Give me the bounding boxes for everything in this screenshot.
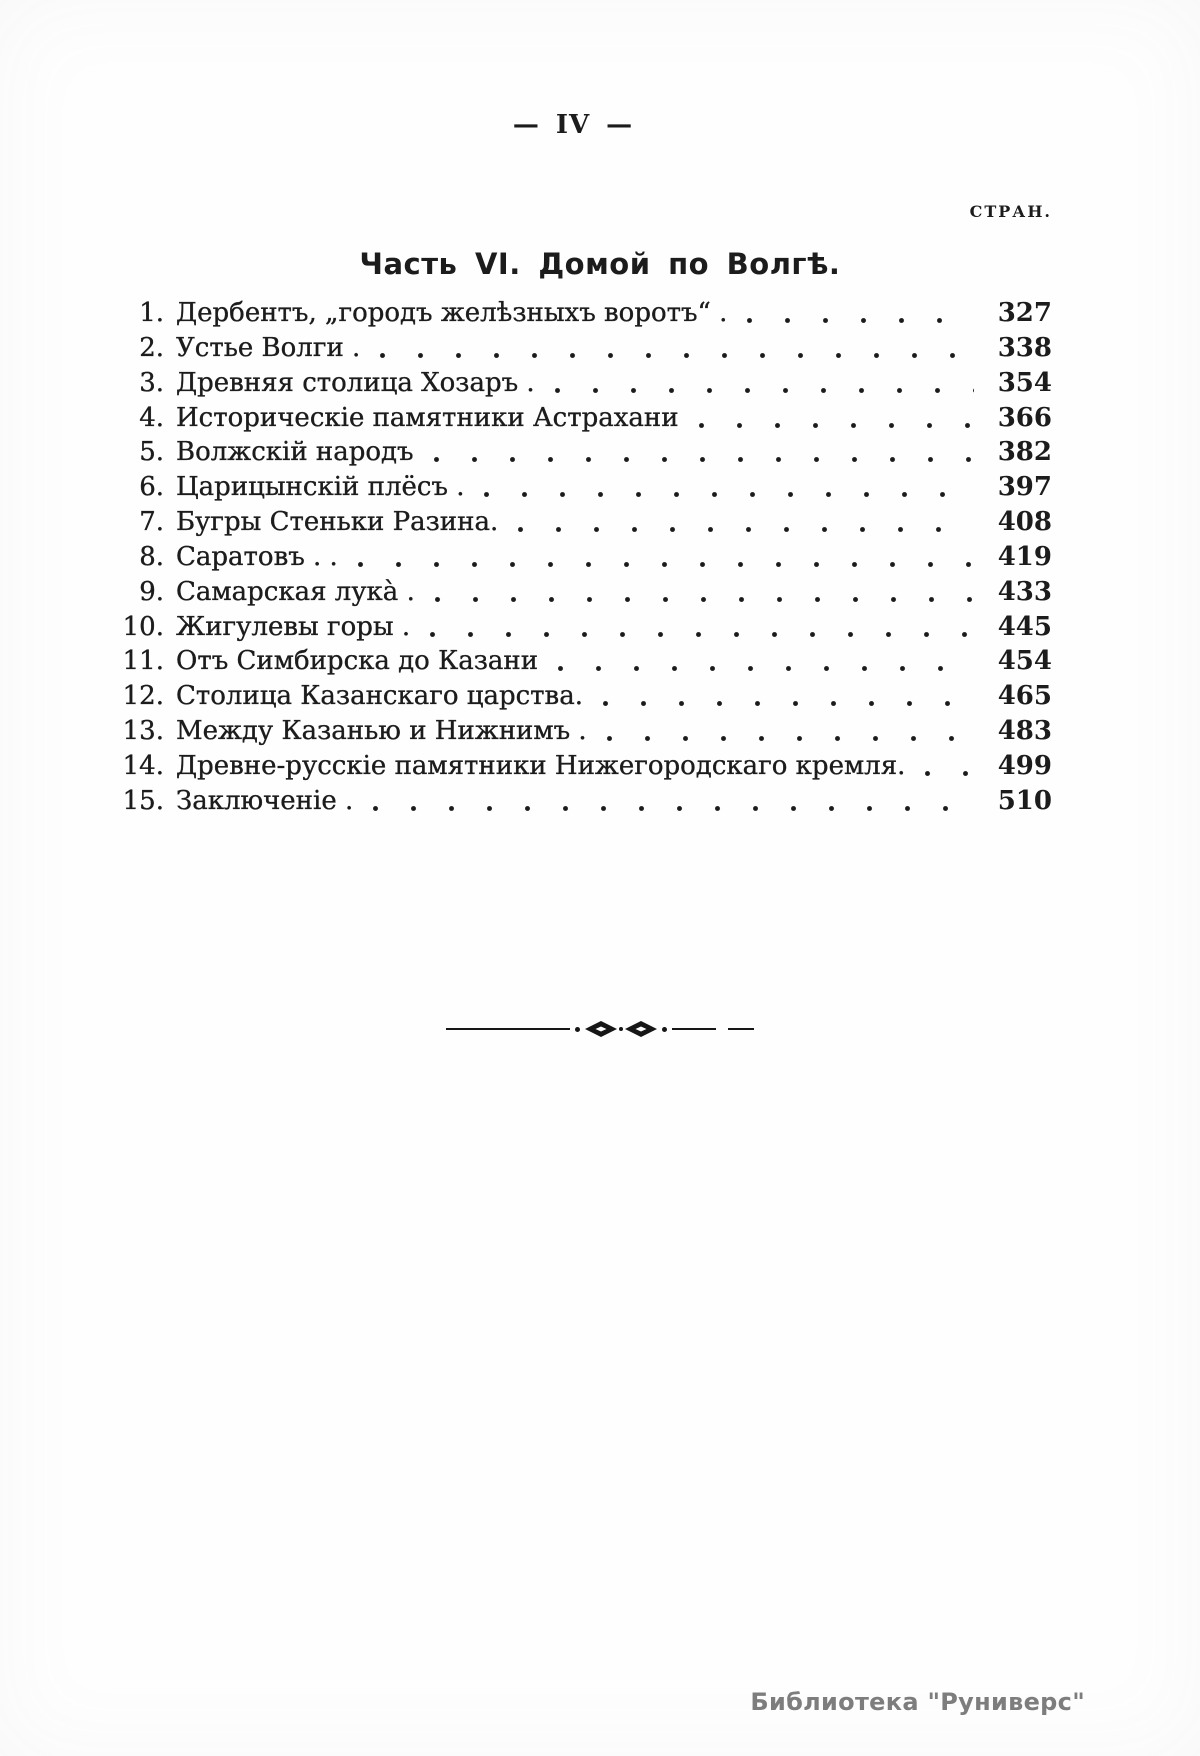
divider-diamond-icon [585, 1021, 617, 1037]
dot-leader [359, 784, 974, 819]
dot-leader [593, 714, 974, 749]
dot-leader [544, 644, 974, 679]
toc-entry-number: 10. [122, 611, 164, 642]
toc-entry-number: 13. [122, 716, 164, 747]
toc-entry-number: 4. [139, 402, 164, 433]
toc-entry-page: 445 [997, 611, 1052, 642]
toc-entry-number: 5. [139, 437, 164, 468]
toc-row [118, 575, 1052, 610]
toc-entry-title: Древняя столица Хозаръ . [176, 367, 535, 398]
toc-row [118, 540, 1052, 575]
folio-page-number: IV [555, 110, 591, 140]
dot-leader [685, 401, 974, 436]
divider-diamond-icon [625, 1021, 657, 1037]
divider-rule [728, 1028, 754, 1030]
page-column-header: СТРАН. [969, 202, 1052, 221]
toc-entry-page: 454 [997, 646, 1052, 677]
toc-entry-page: 499 [997, 750, 1052, 781]
toc-entry-title: Саратовъ . . [176, 541, 338, 572]
toc-entry-number: 1. [139, 298, 164, 328]
toc-entry-title: Устье Волги . [176, 332, 361, 363]
divider-rule [446, 1028, 526, 1031]
toc-entry-number: 7. [139, 507, 164, 538]
toc-row [118, 331, 1052, 366]
toc-entry-page: 408 [997, 507, 1052, 538]
toc-entry-page: 327 [997, 298, 1052, 328]
dot-leader [911, 749, 974, 784]
divider-rule [672, 1028, 716, 1031]
toc-entry-number: 8. [139, 541, 164, 572]
toc-entry-title: Дербентъ, „городъ желѣзныхъ воротъ“ . [176, 298, 728, 328]
toc-row [118, 505, 1052, 540]
folio-left-dash: — [512, 110, 540, 140]
divider-dot-icon [662, 1027, 667, 1032]
toc-row [118, 470, 1052, 505]
toc-row [118, 435, 1052, 470]
toc-entry-number: 14. [122, 750, 164, 781]
toc-entry-title: Жигулевы горы . [176, 611, 411, 642]
toc-entry-number: 11. [122, 646, 164, 677]
toc-entry-title: Царицынскій плёсъ . [176, 472, 465, 503]
toc-row [118, 610, 1052, 645]
toc-entry-page: 465 [997, 681, 1052, 712]
toc-entry-title: Историческіе памятники Астрахани [176, 402, 679, 433]
dot-leader [344, 540, 974, 575]
toc-entry-page: 419 [997, 541, 1052, 572]
dot-leader [541, 366, 974, 401]
toc-entry-title: Отъ Симбирска до Казани [176, 646, 539, 677]
toc-row [118, 296, 1052, 331]
toc-entry-page: 338 [997, 332, 1052, 363]
table-of-contents [118, 296, 1052, 819]
toc-entry-title: Волжскій народъ [176, 437, 414, 468]
section-title: Часть VI. Домой по Волгѣ. [359, 247, 841, 281]
toc-entry-number: 6. [139, 472, 164, 503]
dot-leader [470, 470, 974, 505]
toc-entry-number: 9. [139, 576, 164, 607]
toc-entry-page: 483 [997, 716, 1052, 747]
toc-entry-page: 382 [997, 437, 1052, 468]
toc-entry-page: 510 [997, 785, 1052, 816]
library-watermark: Библиотека "Руниверс" [750, 1688, 1085, 1716]
divider-rule [526, 1028, 570, 1031]
dot-leader [504, 505, 974, 540]
dot-leader [420, 435, 974, 470]
folio-header [0, 110, 1200, 140]
toc-entry-title: Заключеніе . [176, 785, 354, 816]
toc-entry-number: 3. [139, 367, 164, 398]
toc-entry-title: Древне-русскіе памятники Нижегородскаго кремля. [176, 750, 906, 781]
divider-dot-icon [575, 1027, 580, 1032]
toc-row [118, 714, 1052, 749]
dot-leader [421, 575, 974, 610]
toc-entry-page: 397 [997, 472, 1052, 503]
toc-row [118, 401, 1052, 436]
toc-entry-number: 12. [122, 681, 164, 712]
dot-leader [366, 331, 974, 366]
folio-right-dash: — [606, 110, 634, 140]
divider-dot-icon [619, 1027, 623, 1031]
toc-entry-number: 15. [122, 785, 164, 816]
toc-row [118, 749, 1052, 784]
dot-leader [589, 679, 974, 714]
section-divider [0, 1014, 1200, 1044]
toc-row [118, 366, 1052, 401]
toc-entry-title: Самарская лука̀ . [176, 576, 415, 607]
toc-entry-title: Столица Казанскаго царства. [176, 681, 583, 712]
toc-entry-page: 354 [997, 367, 1052, 398]
toc-entry-page: 433 [997, 576, 1052, 607]
toc-entry-title: Между Казанью и Нижнимъ . [176, 716, 587, 747]
dot-leader [416, 610, 974, 645]
toc-entry-page: 366 [997, 402, 1052, 433]
toc-entry-title: Бугры Стеньки Разина. [176, 507, 499, 538]
toc-row [118, 644, 1052, 679]
dot-leader [733, 296, 974, 331]
toc-row [118, 679, 1052, 714]
toc-row [118, 784, 1052, 819]
toc-entry-number: 2. [139, 332, 164, 363]
